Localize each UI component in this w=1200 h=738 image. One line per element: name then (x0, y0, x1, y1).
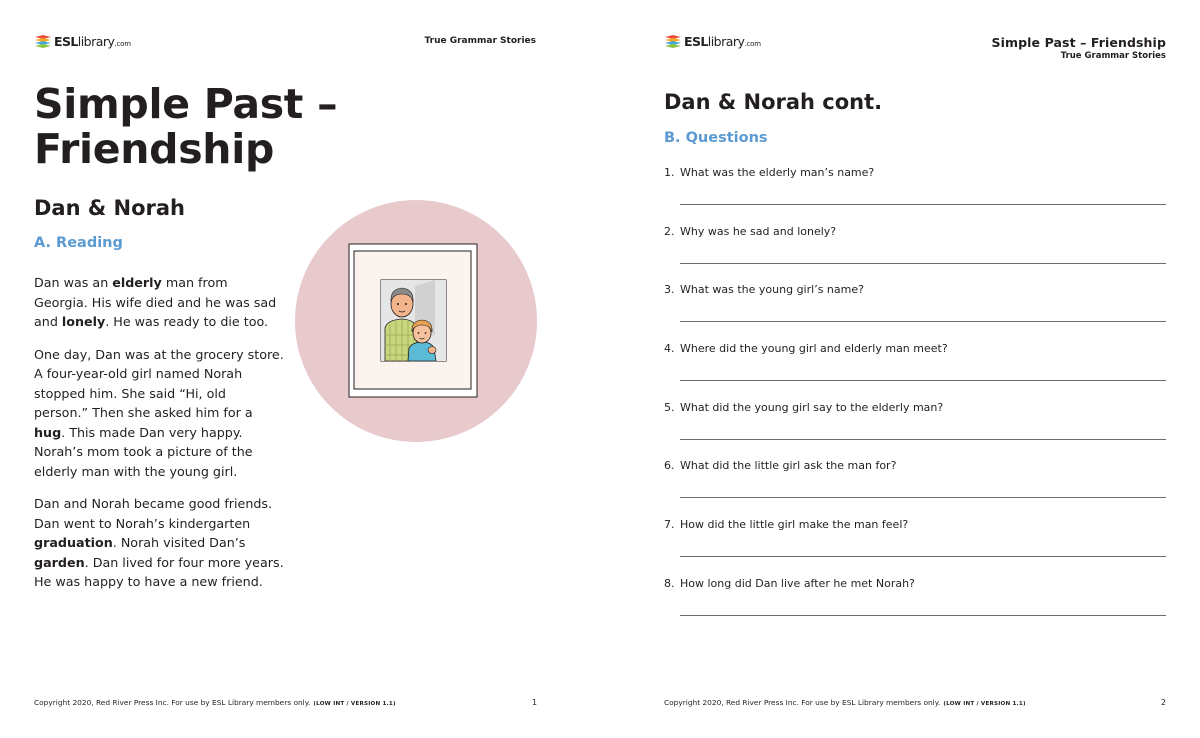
question-number: 6. (664, 459, 675, 473)
page-number: 1 (532, 698, 538, 707)
header-lesson-title: Simple Past – Friendship (991, 35, 1166, 50)
vocabulary-word: hug (34, 424, 62, 440)
photo-frame-illustration (295, 200, 537, 442)
story-title-continued: Dan & Norah cont. (664, 90, 883, 114)
copyright-footer: Copyright 2020, Red River Press Inc. For use by ESL Library members only. (LOW INT / VERSION 1.1) (34, 698, 396, 707)
question-item (664, 459, 1166, 518)
page-number: 2 (1160, 698, 1166, 707)
answer-line[interactable] (680, 380, 1166, 381)
question-number: 8. (664, 576, 675, 590)
reading-paragraph (34, 345, 284, 482)
answer-line[interactable] (680, 439, 1166, 440)
question-number: 3. (664, 283, 675, 297)
question-item (664, 225, 1166, 284)
reading-paragraph (34, 273, 284, 332)
question-text: Why was he sad and lonely? (680, 224, 837, 238)
esl-library-logo (34, 33, 131, 49)
question-item (664, 401, 1166, 460)
reading-text: . Dan lived for four more years. He was happy to have a new friend. (34, 554, 284, 589)
answer-line[interactable] (680, 615, 1166, 616)
header-lesson-info (992, 35, 1167, 61)
reading-text: . This made Dan very happy. Norah’s mom took a picture of the elderly man with the young girl. (34, 424, 253, 479)
vocabulary-word: lonely (61, 314, 106, 329)
header-series-name: True Grammar Stories (424, 36, 536, 46)
question-item (664, 283, 1166, 342)
header-series-name: True Grammar Stories (1060, 51, 1166, 61)
questions-list (664, 166, 1166, 636)
answer-line[interactable] (680, 263, 1166, 264)
question-text: What did the young girl say to the elderly man? (680, 400, 944, 414)
question-text: What was the elderly man’s name? (680, 166, 875, 179)
answer-line[interactable] (680, 497, 1166, 498)
question-item (664, 166, 1166, 225)
section-heading-questions: B. Questions (664, 130, 768, 146)
brand-name: ESLlibrary.com (54, 33, 131, 49)
vocabulary-word: garden (34, 554, 85, 570)
question-item (664, 577, 1166, 636)
question-text: Where did the young girl and elderly man meet? (680, 342, 948, 356)
question-number: 4. (664, 342, 675, 356)
question-number: 5. (664, 400, 675, 414)
question-number: 1. (664, 166, 675, 179)
section-heading-reading: A. Reading (34, 235, 123, 251)
vocabulary-word: graduation (34, 535, 113, 550)
book-stack-icon (34, 33, 52, 49)
question-text: What was the young girl’s name? (680, 283, 864, 297)
question-number: 2. (664, 224, 675, 238)
reading-paragraph (34, 494, 284, 592)
vocabulary-word: elderly (112, 275, 162, 290)
reading-text: One day, Dan was at the grocery store. A four-year-old girl named Norah stopped him. She said “Hi, old person.” Then she asked him for a (34, 346, 284, 420)
reading-passage (34, 273, 284, 605)
book-stack-icon (664, 33, 682, 49)
question-item (664, 518, 1166, 577)
reading-text: . He was ready to die too. (105, 314, 269, 329)
page-title: Simple Past – Friendship (34, 80, 338, 173)
reading-text: . Norah visited Dan’s (112, 535, 246, 550)
answer-line[interactable] (680, 321, 1166, 322)
story-title: Dan & Norah (34, 196, 185, 220)
answer-line[interactable] (680, 556, 1166, 557)
reading-text: Dan and Norah became good friends. Dan went to Norah’s kindergarten (34, 496, 273, 531)
esl-library-logo (664, 33, 761, 49)
reading-text: Dan was an (34, 275, 113, 290)
question-number: 7. (664, 518, 675, 532)
question-item (664, 342, 1166, 401)
page-2 (600, 0, 1200, 738)
question-text: How did the little girl make the man feel? (680, 518, 909, 532)
copyright-footer: Copyright 2020, Red River Press Inc. For use by ESL Library members only. (LOW INT / VERSION 1.1) (664, 698, 1026, 707)
question-text: How long did Dan live after he met Norah? (680, 576, 915, 590)
reading-text: man from Georgia. His wife died and he was sad and (34, 275, 277, 329)
question-text: What did the little girl ask the man for? (680, 459, 897, 473)
answer-line[interactable] (680, 204, 1166, 205)
brand-name: ESLlibrary.com (684, 33, 761, 49)
